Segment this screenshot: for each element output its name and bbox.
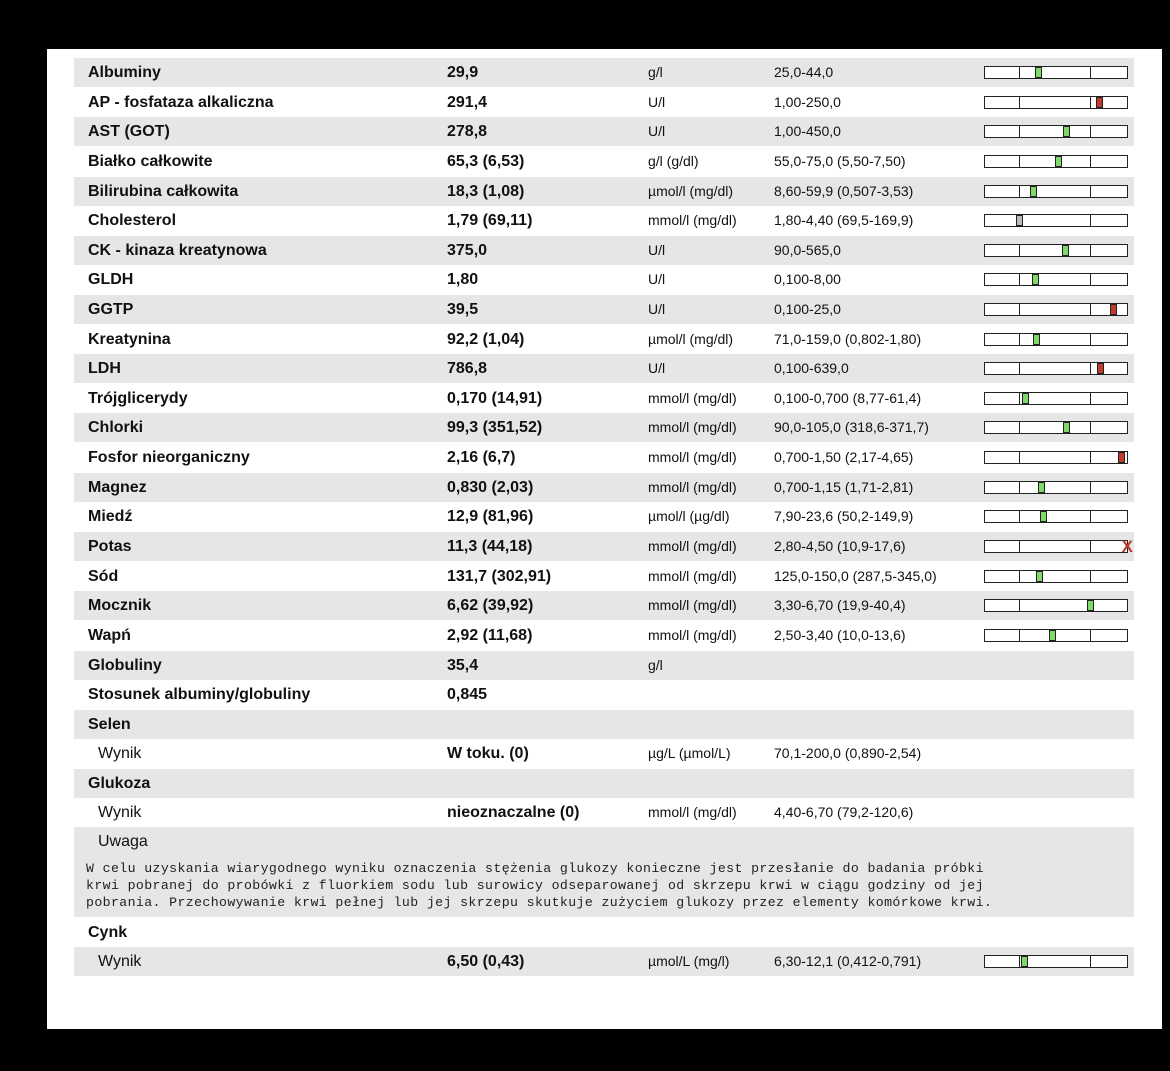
range-bar	[984, 421, 1128, 434]
reference-range: 0,100-8,00	[774, 271, 841, 287]
range-divider	[1019, 541, 1020, 552]
test-unit: mmol/l (mg/dl)	[648, 538, 737, 554]
table-row	[74, 739, 1134, 768]
range-divider	[1090, 334, 1091, 345]
test-value: 92,2 (1,04)	[447, 331, 525, 348]
test-value: 12,9 (81,96)	[447, 508, 534, 525]
test-name: GLDH	[88, 271, 134, 288]
reference-range: 0,100-0,700 (8,77-61,4)	[774, 390, 922, 406]
table-row	[74, 265, 1134, 294]
reference-range: 4,40-6,70 (79,2-120,6)	[774, 804, 914, 820]
range-divider	[1019, 126, 1020, 137]
test-name: AP - fosfataza alkaliczna	[88, 94, 274, 111]
test-name: AST (GOT)	[88, 123, 170, 140]
test-name: LDH	[88, 360, 121, 377]
table-row	[74, 502, 1134, 531]
test-unit: mmol/l (mg/dl)	[648, 212, 737, 228]
result-marker	[1049, 630, 1056, 641]
test-unit: µmol/l (µg/dl)	[648, 508, 730, 524]
reference-range: 2,50-3,40 (10,0-13,6)	[774, 627, 906, 643]
test-unit: µmol/l (mg/dl)	[648, 331, 734, 347]
test-name: Białko całkowite	[88, 153, 213, 170]
test-value: 6,50 (0,43)	[447, 953, 525, 970]
test-value: 6,62 (39,92)	[447, 597, 534, 614]
reference-range: 0,100-25,0	[774, 301, 841, 317]
table-row	[74, 651, 1134, 680]
range-divider	[1019, 334, 1020, 345]
test-name: Wynik	[98, 804, 142, 821]
test-value: 39,5	[447, 301, 479, 318]
note-line: pobrania. Przechowywanie krwi pełnej lub jej skrzepu skutkuje zużyciem glukozy przez elementy komórkowe krwi.	[86, 895, 993, 910]
result-marker	[1033, 334, 1040, 345]
test-unit: U/l	[648, 242, 666, 258]
test-unit: mmol/l (mg/dl)	[648, 627, 737, 643]
note-line: krwi pobranej do probówki z fluorkiem sodu lub surowicy odseparowanej od skrzepu krwi w ciągu godziny od jej	[86, 878, 984, 893]
range-divider	[1090, 511, 1091, 522]
range-divider	[1090, 67, 1091, 78]
test-name: Wapń	[88, 627, 131, 644]
note-box	[74, 856, 1134, 917]
test-unit: µg/L (µmol/L)	[648, 745, 731, 761]
reference-range: 90,0-565,0	[774, 242, 841, 258]
table-row	[74, 827, 1134, 856]
reference-range: 125,0-150,0 (287,5-345,0)	[774, 568, 937, 584]
table-row	[74, 236, 1134, 265]
test-unit: mmol/l (mg/dl)	[648, 568, 737, 584]
table-row	[74, 473, 1134, 502]
range-divider	[1019, 186, 1020, 197]
test-name: Albuminy	[88, 64, 161, 81]
result-marker	[1096, 97, 1103, 108]
table-row	[74, 710, 1134, 739]
test-unit: g/l	[648, 657, 663, 673]
table-row	[74, 443, 1134, 472]
table-row	[74, 798, 1134, 827]
test-name: Trójglicerydy	[88, 390, 188, 407]
range-bar	[984, 570, 1128, 583]
range-bar	[984, 955, 1128, 968]
range-divider	[1019, 600, 1020, 611]
range-divider	[1019, 630, 1020, 641]
range-divider	[1090, 956, 1091, 967]
note-line: W celu uzyskania wiarygodnego wyniku oznaczenia stężenia glukozy konieczne jest przesłanie do badania próbki	[86, 861, 984, 876]
reference-range: 7,90-23,6 (50,2-149,9)	[774, 508, 914, 524]
test-unit: U/l	[648, 123, 666, 139]
range-divider	[1090, 156, 1091, 167]
test-value: 0,830 (2,03)	[447, 479, 534, 496]
table-row	[74, 206, 1134, 235]
range-divider	[1019, 422, 1020, 433]
test-name: Sód	[88, 568, 119, 585]
test-name: Miedź	[88, 508, 133, 525]
table-row	[74, 147, 1134, 176]
test-value: 131,7 (302,91)	[447, 568, 552, 585]
range-divider	[1090, 422, 1091, 433]
reference-range: 0,100-639,0	[774, 360, 849, 376]
test-unit: mmol/l (mg/dl)	[648, 479, 737, 495]
range-divider	[1019, 393, 1020, 404]
table-row	[74, 562, 1134, 591]
range-bar	[984, 629, 1128, 642]
result-marker	[1118, 452, 1125, 463]
range-divider	[1019, 363, 1020, 374]
range-bar	[984, 451, 1128, 464]
range-divider	[1019, 274, 1020, 285]
range-divider	[1090, 363, 1091, 374]
test-value: 18,3 (1,08)	[447, 183, 525, 200]
test-name: Wynik	[98, 953, 142, 970]
result-marker	[1040, 511, 1047, 522]
range-divider	[1019, 571, 1020, 582]
test-unit: mmol/l (mg/dl)	[648, 449, 737, 465]
range-divider	[1019, 67, 1020, 78]
result-marker	[1110, 304, 1117, 315]
result-marker	[1021, 956, 1028, 967]
test-name: Wynik	[98, 745, 142, 762]
test-name: Glukoza	[88, 775, 151, 792]
result-marker	[1038, 482, 1045, 493]
test-unit: U/l	[648, 360, 666, 376]
range-divider	[1090, 304, 1091, 315]
reference-range: 1,00-250,0	[774, 94, 841, 110]
test-value: 2,16 (6,7)	[447, 449, 516, 466]
reference-range: 90,0-105,0 (318,6-371,7)	[774, 419, 929, 435]
test-unit: U/l	[648, 301, 666, 317]
test-name: Potas	[88, 538, 132, 555]
test-value: 2,92 (11,68)	[447, 627, 533, 644]
test-value: 99,3 (351,52)	[447, 419, 543, 436]
range-bar	[984, 66, 1128, 79]
reference-range: 55,0-75,0 (5,50-7,50)	[774, 153, 906, 169]
range-divider	[1090, 126, 1091, 137]
test-value: 375,0	[447, 242, 488, 259]
test-unit: mmol/l (mg/dl)	[648, 804, 737, 820]
result-marker	[1087, 600, 1094, 611]
test-value: W toku. (0)	[447, 745, 529, 762]
result-marker	[1062, 245, 1069, 256]
test-name: Cholesterol	[88, 212, 177, 229]
range-divider	[1090, 215, 1091, 226]
test-unit: µmol/L (mg/l)	[648, 953, 730, 969]
reference-range: 6,30-12,1 (0,412-0,791)	[774, 953, 922, 969]
range-bar	[984, 185, 1128, 198]
test-name: GGTP	[88, 301, 134, 318]
range-bar	[984, 303, 1128, 316]
table-row	[74, 591, 1134, 620]
result-marker	[1055, 156, 1062, 167]
range-divider	[1019, 452, 1020, 463]
test-unit: mmol/l (mg/dl)	[648, 597, 737, 613]
test-unit: U/l	[648, 271, 666, 287]
test-value: 1,80	[447, 271, 479, 288]
result-marker	[1063, 422, 1070, 433]
test-value: 291,4	[447, 94, 488, 111]
test-name: Magnez	[88, 479, 147, 496]
test-unit: g/l (g/dl)	[648, 153, 699, 169]
range-divider	[1090, 274, 1091, 285]
range-divider	[1090, 541, 1091, 552]
reference-range: 70,1-200,0 (0,890-2,54)	[774, 745, 922, 761]
table-row	[74, 88, 1134, 117]
test-name: Globuliny	[88, 657, 162, 674]
test-value: 29,9	[447, 64, 479, 81]
test-name: Chlorki	[88, 419, 144, 436]
range-divider	[1090, 482, 1091, 493]
test-name: Stosunek albuminy/globuliny	[88, 686, 311, 703]
result-marker	[1032, 274, 1039, 285]
result-marker	[1036, 571, 1043, 582]
reference-range: 0,700-1,15 (1,71-2,81)	[774, 479, 914, 495]
range-bar	[984, 392, 1128, 405]
range-bar	[984, 537, 1133, 556]
range-divider	[1090, 245, 1091, 256]
result-marker	[1035, 67, 1042, 78]
test-unit: mmol/l (mg/dl)	[648, 390, 737, 406]
range-divider	[1019, 482, 1020, 493]
reference-range: 0,700-1,50 (2,17-4,65)	[774, 449, 914, 465]
range-divider	[1090, 452, 1091, 463]
test-value: 65,3 (6,53)	[447, 153, 525, 170]
test-unit: µmol/l (mg/dl)	[648, 183, 734, 199]
range-bar	[984, 155, 1128, 168]
reference-range: 25,0-44,0	[774, 64, 834, 80]
range-divider	[1090, 393, 1091, 404]
range-bar	[984, 333, 1128, 346]
range-bar	[984, 273, 1128, 286]
table-row	[74, 532, 1134, 561]
result-marker	[1016, 215, 1023, 226]
range-divider	[1090, 571, 1091, 582]
test-name: Uwaga	[98, 833, 148, 850]
result-marker	[1022, 393, 1029, 404]
range-divider	[1019, 97, 1020, 108]
test-name: Selen	[88, 716, 131, 733]
test-unit: U/l	[648, 94, 666, 110]
table-row	[74, 769, 1134, 798]
test-name: Cynk	[88, 924, 128, 941]
test-value: 1,79 (69,11)	[447, 212, 533, 229]
result-marker	[1063, 126, 1070, 137]
test-value: 35,4	[447, 657, 479, 674]
table-row	[74, 117, 1134, 146]
test-value: 0,170 (14,91)	[447, 390, 543, 407]
table-row	[74, 621, 1134, 650]
test-name: CK - kinaza kreatynowa	[88, 242, 267, 259]
test-value: 0,845	[447, 686, 488, 703]
table-row	[74, 177, 1134, 206]
table-row	[74, 354, 1134, 383]
range-bar	[984, 362, 1128, 375]
table-row	[74, 918, 1134, 947]
table-row	[74, 680, 1134, 709]
test-name: Kreatynina	[88, 331, 171, 348]
result-marker	[1097, 363, 1104, 374]
range-divider	[1019, 304, 1020, 315]
range-bar	[984, 599, 1128, 612]
result-marker	[1030, 186, 1037, 197]
table-row	[74, 295, 1134, 324]
range-divider	[1019, 511, 1020, 522]
reference-range: 1,80-4,40 (69,5-169,9)	[774, 212, 914, 228]
reference-range: 71,0-159,0 (0,802-1,80)	[774, 331, 922, 347]
range-bar	[984, 481, 1128, 494]
reference-range: 2,80-4,50 (10,9-17,6)	[774, 538, 906, 554]
table-row	[74, 947, 1134, 976]
test-unit: g/l	[648, 64, 663, 80]
range-divider	[1090, 186, 1091, 197]
test-name: Mocznik	[88, 597, 152, 614]
range-divider	[1090, 630, 1091, 641]
table-row	[74, 58, 1134, 87]
table-row	[74, 413, 1134, 442]
range-bar	[984, 510, 1128, 523]
range-bar	[984, 214, 1128, 227]
range-bar	[984, 96, 1128, 109]
reference-range: 8,60-59,9 (0,507-3,53)	[774, 183, 914, 199]
out-of-range-icon: X	[1121, 537, 1133, 556]
range-divider	[1090, 97, 1091, 108]
range-bar	[984, 244, 1128, 257]
test-unit: mmol/l (mg/dl)	[648, 419, 737, 435]
test-name: Bilirubina całkowita	[88, 183, 239, 200]
table-row	[74, 384, 1134, 413]
test-value: 786,8	[447, 360, 488, 377]
range-divider	[1019, 156, 1020, 167]
test-value: 11,3 (44,18)	[447, 538, 533, 555]
note-text	[86, 860, 1126, 911]
range-divider	[1019, 245, 1020, 256]
table-row	[74, 325, 1134, 354]
test-name: Fosfor nieorganiczny	[88, 449, 250, 466]
range-bar	[984, 125, 1128, 138]
reference-range: 3,30-6,70 (19,9-40,4)	[774, 597, 906, 613]
reference-range: 1,00-450,0	[774, 123, 841, 139]
test-value: nieoznaczalne (0)	[447, 804, 580, 821]
test-value: 278,8	[447, 123, 488, 140]
